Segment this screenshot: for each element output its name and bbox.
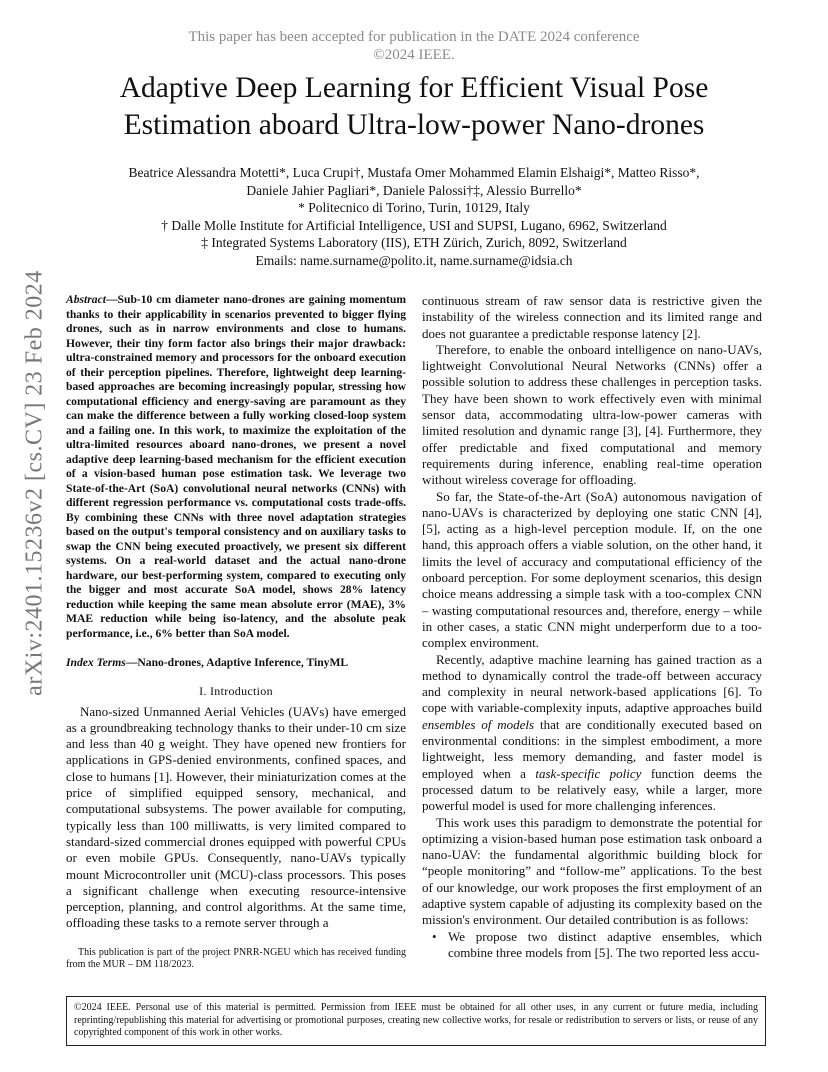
authors-line-2: Daniele Jahier Pagliari*, Daniele Palossi†‡, Alessio Burrello*	[246, 182, 582, 198]
emails: Emails: name.surname@polito.it, name.surname@idsia.ch	[255, 252, 573, 268]
notice-line-2: ©2024 IEEE.	[373, 47, 455, 63]
intro-paragraph-1: Nano-sized Unmanned Aerial Vehicles (UAVs) have emerged as a groundbreaking technology thanks to their under-10 cm size and less than 40 g weight. They have opened new frontiers for applications in GPS-denied environments, confined spaces, and close to humans [1]. However, their miniaturization comes at the price of simplified equipped sensory, mechanical, and computational subsystems. The power available for computing, typically less than 100 milliwatts, is very limited compared to standard-sized commercial drones equipped with powerful CPUs or even mobile GPUs. Consequently, nano-UAVs typically mount Microcontroller unit (MCU)-class processors. This poses a significant challenge when executing resource-intensive perception, planning, and control algorithms. At the same time, offloading these tasks to a remote server through a	[66, 703, 406, 931]
p4-part-e: function deems the processed datum to be relatively easy, while a larger, more powerful model is used for more challenging inferences.	[422, 765, 762, 814]
affiliation-2: † Dalle Molle Institute for Artificial Intelligence, USI and SUPSI, Lugano, 6962, Switzerland	[161, 217, 667, 233]
footnote	[66, 947, 406, 971]
arxiv-identifier: arXiv:2401.15236v2 [cs.CV] 23 Feb 2024	[21, 270, 48, 696]
affiliation-3: ‡ Integrated Systems Laboratory (IIS), ETH Zürich, Zurich, 8092, Switzerland	[201, 235, 627, 250]
title-line-1: Adaptive Deep Learning for Efficient Visual Pose	[119, 72, 709, 104]
intro-paragraph-2: Therefore, to enable the onboard intelligence on nano-UAVs, lightweight Convolutional Neural Networks (CNNs) offer a possible solution to address these challenges in perception tasks. They have been shown to work effectively even with minimal sensor data, accommodating ultra-low-power cameras with limited resolution and dynamic range [3], [4]. Furthermore, they offer predictable and fixed computational and memory requirements during inference, enabling real-time operation without wireless coverage for offloading.	[422, 341, 762, 488]
title-line-2: Estimation aboard Ultra-low-power Nano-drones	[123, 109, 705, 141]
footnote-text: This publication is part of the project PNRR-NGEU which has received funding from the MUR – DM 118/2023.	[66, 947, 406, 970]
publication-notice	[0, 28, 828, 64]
authors-line-1: Beatrice Alessandra Motetti*, Luca Crupi†, Mustafa Omer Mohammed Elamin Elshaigi*, Matteo Risso*,	[128, 165, 700, 180]
affiliation-1: * Politecnico di Torino, Turin, 10129, Italy	[298, 200, 530, 215]
p4-part-c: that are conditionally executed based on environmental conditions: in the simplest embodiment, a more lightweight, less memory demanding, and faster model is employed when a	[422, 716, 762, 781]
p4-part-a: Recently, adaptive machine learning has gained traction as a method to dynamically control the trade-off between accuracy and complexity in neural network-based applications [6]. To cope with variable-complexity inputs, adaptive approaches build	[422, 651, 762, 716]
paper-title	[40, 70, 788, 144]
bullet-text: We propose two distinct adaptive ensembles, which combine three models from [5]. The two reported less accu-	[448, 928, 762, 960]
copyright-text: ©2024 IEEE. Personal use of this material is permitted. Permission from IEEE must be obtained for all other uses, in any current or future media, including reprinting/republishing this material for advertising or promotional purposes, creating new collective works, for resale or redistribution to servers or lists, or reuse of any copyrighted component of this work in other works.	[74, 1002, 758, 1038]
author-block	[40, 164, 788, 269]
index-terms	[66, 655, 406, 671]
abstract	[66, 293, 406, 641]
bullet-dot-icon: •	[432, 928, 437, 944]
intro-paragraph-3: So far, the State-of-the-Art (SoA) autonomous navigation of nano-UAVs is characterized by deploying one static CNN [4], [5], acting as a high-level perception module. If, on the one hand, this approach offers a viable solution, on the other hand, it limits the level of accuracy and computational efficiency of the onboard perception. For some deployment scenarios, this design choice means addressing a simple task with a too-complex CNN – wasting computational resources and, therefore, energy – while in other cases, a static CNN might underperform due to a too-complex environment.	[422, 488, 762, 651]
contribution-bullet-1	[422, 929, 762, 962]
index-terms-label: Index Terms	[66, 656, 126, 669]
abstract-label: Abstract	[66, 293, 106, 306]
intro-paragraph-continued: continuous stream of raw sensor data is restrictive given the instability of the wireless connection and its limited range and does not guarantee a predictable response latency [2].	[422, 293, 762, 341]
copyright-box	[66, 996, 766, 1046]
notice-line-1: This paper has been accepted for publication in the DATE 2024 conference	[188, 29, 640, 45]
p4-emphasis-policy: task-specific policy	[535, 765, 642, 781]
index-terms-text: —Nano-drones, Adaptive Inference, TinyML	[125, 656, 349, 669]
intro-paragraph-5: This work uses this paradigm to demonstrate the potential for optimizing a vision-based human pose estimation task onboard a nano-UAV: the fundamental algorithmic building block for “people monitoring” and “follow-me” applications. To the best of our knowledge, our work proposes the first employment of an adaptive system capable of adjusting its complexity based on the mission's environment. Our detailed contribution is as follows:	[422, 814, 762, 928]
intro-paragraph-4	[422, 652, 762, 815]
right-column	[422, 293, 762, 961]
left-column	[66, 293, 406, 932]
abstract-text: —Sub-10 cm diameter nano-drones are gaining momentum thanks to their applicability in scenarios prevented to bigger flying drones, such as in narrow environments and close to humans. However, their tiny form factor also brings their major drawback: ultra-constrained memory and processors for the onboard execution of their perception pipelines. Therefore, lightweight deep learning-based approaches are becoming increasingly popular, stressing how computational efficiency and energy-saving are paramount as they can make the difference between a fully working closed-loop system and a failing one. In this work, to maximize the exploitation of the ultra-limited resources aboard nano-drones, we present a novel adaptive deep learning-based mechanism for the efficient execution of a vision-based human pose estimation task. We leverage two State-of-the-Art (SoA) convolutional neural networks (CNNs) with different regression performance vs. computational costs trade-offs. By combining these CNNs with three novel adaptation strategies based on the output's temporal consistency and on auxiliary tasks to swap the CNN being executed proactively, we present six different systems. On a real-world dataset and the actual nano-drone hardware, our best-performing system, compared to executing only the bigger and most accurate SoA model, shows 28% latency reduction while keeping the same mean absolute error (MAE), 3% MAE reduction while being iso-latency, and the absolute peak performance, i.e., 6% better than SoA model.	[66, 293, 406, 640]
arxiv-stamp	[21, 270, 48, 696]
p4-emphasis-ensembles: ensembles of models	[422, 716, 535, 732]
section-heading: I. Introduction	[199, 684, 273, 699]
